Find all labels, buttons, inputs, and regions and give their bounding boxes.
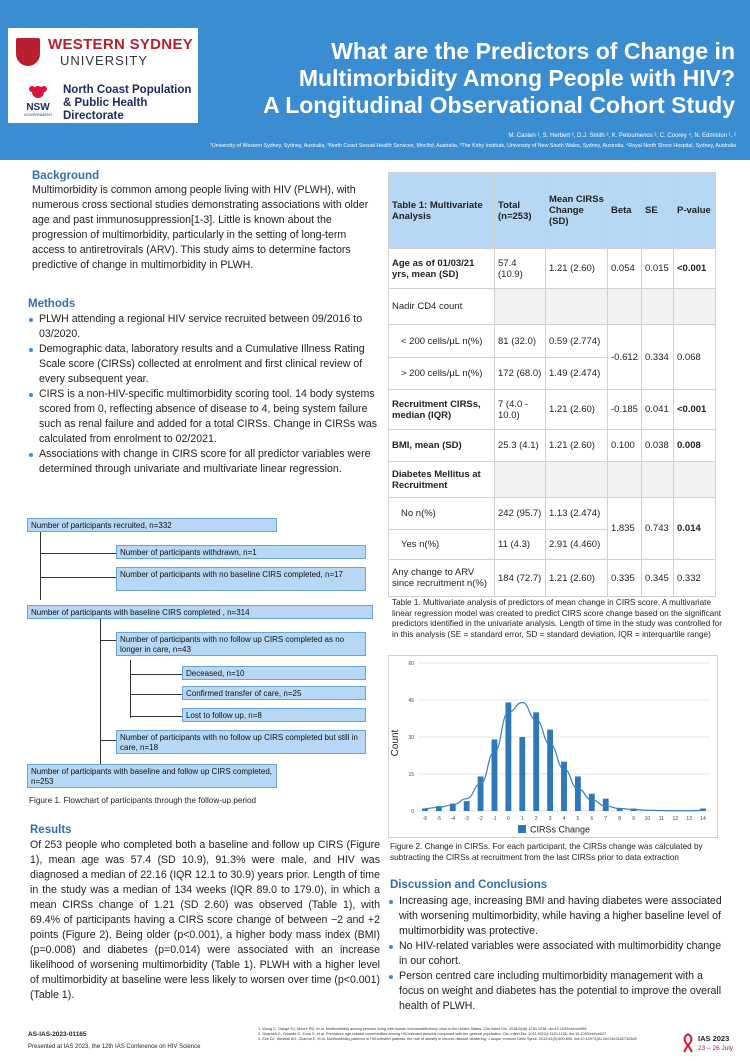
results-heading: Results [30, 824, 72, 836]
row-label: < 200 cells/µL n(%) [389, 325, 495, 358]
table-cell: 0.015 [642, 249, 674, 289]
row-label: Recruitment CIRSs, median (IQR) [389, 390, 495, 430]
x-tick-label: -1 [492, 816, 497, 822]
table-header-cell: SE [642, 173, 674, 249]
table-cell: 0.332 [674, 560, 716, 597]
affiliations: ¹University of Western Sydney, Sydney, Australia, ²North Coast Sexual Health Services, Mnclhd, Australia, ³The Kirby Institute, University of New South Wales, Sydney, Australia, ⁴Royal North Shore Hospital, Sydney, Australia [210, 143, 736, 149]
x-tick-label: -5 [436, 816, 442, 822]
bar-3 [547, 730, 553, 811]
table-header-cell: Beta [608, 173, 642, 249]
x-tick-label: 2 [534, 816, 538, 822]
poster-title [215, 38, 735, 119]
table-header-cell: Mean CIRSs Change (SD) [546, 173, 608, 249]
x-tick-label: -4 [450, 816, 455, 822]
bar-2 [533, 712, 539, 811]
results-text: Of 253 people who completed both a baseline and follow up CIRS (Figure 1), mean age was 57.4 (SD 10.9), 91.3% were male, and HIV was diagnosed a median of 22.16 (IQR 12.1 to 30.9) years prior. Length of time in the study was a median of 134 weeks (IQR 89.0 to 179.0), in which a mean CIRSs change of 1.21 (SD 2.60) was observed (Table 1), with 69.4% of participants having a CIRS score change of between −2 and +2 points (Figure 2). Being older (p<0.001), a higher body mass index (BMI) (p=0.008) and diabetes (p=0.014) were associated with an increase likelihood of worsening multimorbidity (Table 1). PLWH with a higher level of multimorbidity at baseline were less likely to worsen over time (p<0.001) (Table 1). [30, 839, 380, 1001]
title-line-1: What are the Predictors of Change in [331, 38, 735, 64]
table-cell: 0.038 [642, 430, 674, 462]
methods-heading: Methods [28, 298, 76, 310]
table-cell: <0.001 [674, 390, 716, 430]
table-cell: 25.3 (4.1) [495, 430, 546, 462]
table-header-cell: Table 1: Multivariate Analysis [389, 173, 495, 249]
y-axis-label: Count [390, 729, 401, 757]
methods-item: Associations with change in CIRS score for all predictor variables were determined through univariate and multivariate linear regression. [28, 447, 380, 477]
row-label: No n(%) [389, 498, 495, 530]
x-tick-label: -6 [422, 816, 428, 822]
background-text: Multimorbidity is common among people living with HIV (PLWH), with numerous cross sectional studies demonstrating associations with older age and past immunosuppression[1-3]. Little is known about the progression of multimorbidity, particularly in the setting of long-term access to antiretrovirals (ARV). This study aims to determine factors predictive of change in multimorbidity in PLWH. [32, 184, 369, 271]
background-heading: Background [32, 170, 100, 182]
table-row [389, 390, 716, 430]
references [258, 1027, 718, 1043]
title-line-3: A Longitudinal Observational Cohort Study [263, 92, 735, 118]
x-tick-label: 13 [686, 816, 692, 822]
x-tick-label: 8 [618, 816, 622, 822]
table-row [389, 498, 716, 530]
multivariate-table [388, 172, 716, 597]
y-tick-label: 45 [408, 698, 414, 704]
flow-completed-box: Number of participants with baseline and follow up CIRS completed, n=253 [27, 764, 277, 788]
authors: M. Casten ¹, S. Herbert ², D.J. Smith ², K. Petoumenos ³, C. Coorey ⁴, N. Edmiston ¹, ² [508, 133, 736, 139]
presented-at: Presented at IAS 2023, the 12th IAS Conference on HIV Science [28, 1044, 201, 1050]
table-row [389, 430, 716, 462]
methods-item: PLWH attending a regional HIV service recruited between 09/2016 to 03/2020. [28, 312, 380, 342]
row-label: BMI, mean (SD) [389, 430, 495, 462]
table-cell: 7 (4.0 - 10.0) [495, 390, 546, 430]
table-cell: 0.743 [642, 498, 674, 560]
x-tick-label: 6 [590, 816, 594, 822]
ias-logo [681, 1033, 695, 1058]
table-header-cell: P-value [674, 173, 716, 249]
table-cell: 81 (32.0) [495, 325, 546, 358]
x-tick-label: 3 [548, 816, 552, 822]
y-tick-label: 15 [408, 772, 414, 778]
table-cell: 1.21 (2.60) [546, 430, 608, 462]
row-label: Diabetes Mellitus at Recruitment [389, 462, 495, 498]
discussion-item: Person centred care including multimorbidity management with a focus on weight and diabetes has the potential to improve the overall health of PLWH. [388, 969, 728, 1014]
table-header-row [389, 173, 716, 249]
discussion-item: No HIV-related variables were associated with multimorbidity change in our cohort. [388, 939, 728, 969]
reference-item: 2. Guaraldi G, Orlando G, Zona S, et al. Premature age-related comorbidities among HIV-infected persons compared with the general population. Clin Infect Dis. 2011;53(11):1120-1126. doi:10.1093/cid/cir627 [258, 1032, 607, 1037]
table-cell: 1.49 (2.474) [546, 358, 608, 390]
directorate-name: North Coast Population & Public Health Directorate [63, 84, 192, 122]
bar-0 [505, 702, 511, 811]
x-tick-label: 4 [562, 816, 566, 822]
ribbon-icon [681, 1033, 695, 1053]
bar-1 [519, 737, 525, 811]
flow-withdrawn-box: Number of participants withdrawn, n=1 [116, 545, 366, 559]
table-cell: 242 (95.7) [495, 498, 546, 530]
row-label: > 200 cells/µL n(%) [389, 358, 495, 390]
x-tick-label: 14 [700, 816, 706, 822]
table-header-cell: Total (n=253) [495, 173, 546, 249]
row-label: Yes n(%) [389, 530, 495, 560]
flow-no-baseline-box: Number of participants with no baseline CIRS completed, n=17 [116, 567, 366, 591]
table-cell: 184 (72.7) [495, 560, 546, 597]
table-cell: 0.334 [642, 325, 674, 390]
university-sub: UNIVERSITY [60, 53, 149, 68]
nsw-waratah-icon [20, 83, 56, 119]
ias-dates: 23 – 26 July [698, 1045, 734, 1052]
x-tick-label: 0 [506, 816, 510, 822]
table-cell: 1.21 (2.60) [546, 560, 608, 597]
x-axis-ticks [423, 816, 706, 822]
table-cell: 11 (4.3) [495, 530, 546, 560]
methods-list [28, 312, 380, 477]
legend-label: CIRSs Change [530, 824, 591, 835]
x-tick-label: 5 [576, 816, 580, 822]
table-row [389, 560, 716, 597]
table-cell: 0.100 [608, 430, 642, 462]
bar-7 [603, 799, 609, 811]
x-tick-label: 12 [672, 816, 679, 822]
table-cell: 1.21 (2.60) [546, 390, 608, 430]
nsw-badge: NSW [26, 102, 50, 113]
flow-recruited-box: Number of participants recruited, n=332 [27, 518, 277, 532]
row-label: Any change to ARV since recruitment n(%) [389, 560, 495, 597]
row-label: Nadir CD4 count [389, 289, 495, 325]
poster-header [0, 0, 750, 160]
table-cell: 0.041 [642, 390, 674, 430]
university-name: WESTERN SYDNEY [48, 36, 194, 53]
western-sydney-shield-icon [16, 38, 40, 66]
abstract-code: AS-IAS-2023-01165 [28, 1031, 87, 1038]
x-tick-label: 10 [644, 816, 651, 822]
table-cell: 0.054 [608, 249, 642, 289]
discussion-list [388, 894, 728, 1014]
table-row [389, 249, 716, 289]
table-cell: -0.185 [608, 390, 642, 430]
table-cell: 1.21 (2.60) [546, 249, 608, 289]
x-tick-label: -3 [464, 816, 469, 822]
table-row [389, 462, 716, 498]
reference-item: 1. Wong C, Gange SJ, Moore RD, et al. Multimorbidity among persons living with human immunodeficiency virus in the United States. Clin Infect Dis. 2018;66(8):1230-1238. doi:10.1093/cid/cix998 [258, 1027, 587, 1031]
bar-6 [589, 794, 595, 811]
table-cell: 172 (68.0) [495, 358, 546, 390]
title-line-2: Multimorbidity Among People with HIV? [298, 65, 735, 91]
table-cell: 57.4 (10.9) [495, 249, 546, 289]
y-tick-label: 0 [411, 809, 414, 815]
row-label: Age as of 01/03/21 yrs, mean (SD) [389, 249, 495, 289]
flow-lost-box: Lost to follow up, n=8 [182, 708, 366, 722]
methods-item: CIRS is a non-HIV-specific multimorbidity scoring tool. 14 body systems scored from 0, reflecting absence of disease to 4, being system failure such as renal failure and added for a total CIRSs. Change in CIRSs was calculated from enrolment to 02/2021. [28, 387, 380, 447]
table-row [389, 325, 716, 358]
logo-panel [8, 28, 198, 123]
x-tick-label: 1 [520, 816, 524, 822]
x-tick-label: 11 [658, 816, 664, 822]
x-tick-label: 9 [632, 816, 635, 822]
table-cell: 1.13 (2.474) [546, 498, 608, 530]
table-cell: -0.612 [608, 325, 642, 390]
bar-5 [575, 776, 581, 811]
table-cell: 0.59 (2.774) [546, 325, 608, 358]
table-cell: 0.068 [674, 325, 716, 390]
x-tick-label: 7 [604, 816, 608, 822]
discussion-heading: Discussion and Conclusions [390, 879, 548, 891]
table-cell: 0.345 [642, 560, 674, 597]
flow-in-care-box: Number of participants with no follow up CIRS completed but still in care, n=18 [116, 730, 366, 754]
cirs-change-chart [388, 655, 718, 838]
nsw-badge-sub: GOVERNMENT [23, 112, 53, 117]
discussion-item: Increasing age, increasing BMI and having diabetes were associated with worsening multimorbidity, while having a higher baseline level of multimorbidity was protective. [388, 894, 728, 939]
table-cell: 0.335 [608, 560, 642, 597]
table-cell: 1.835 [608, 498, 642, 560]
methods-item: Demographic data, laboratory results and a Cumulative Illness Rating Scale score (CIRSs) collected at enrolment and first clinical review of every subsequent year. [28, 342, 380, 387]
bar--3 [464, 801, 470, 811]
table-row [389, 289, 716, 325]
table-cell: 0.008 [674, 430, 716, 462]
table1-caption: Table 1. Multivariate analysis of predictors of mean change in CIRS score. A multivariate linear regression model was created to predict CIRS score change based on the significant predictors identified in the univariate analysis. Length of time in the study was controlled for in this analysis (SE = standard error, SD = standard deviation, IQR = interquartile range) [392, 598, 722, 639]
table-cell: 2.91 (4.460) [546, 530, 608, 560]
table-cell: <0.001 [674, 249, 716, 289]
flow-deceased-box: Deceased, n=10 [182, 666, 366, 680]
table-cell: 0.014 [674, 498, 716, 560]
y-tick-label: 60 [408, 661, 414, 667]
figure1-caption: Figure 1. Flowchart of participants through the follow-up period [29, 796, 257, 805]
legend-swatch [518, 825, 526, 833]
flow-no-followup-box: Number of participants with no follow up CIRS completed as no longer in care, n=43 [116, 632, 366, 656]
flow-transfer-box: Confirmed transfer of care, n=25 [182, 686, 366, 700]
x-tick-label: -2 [478, 816, 483, 822]
ias-name: IAS 2023 [698, 1034, 730, 1043]
y-tick-label: 30 [408, 735, 414, 741]
figure2-caption: Figure 2. Change in CIRSs. For each participant, the CIRSs change was calculated by subtracting the CIRSs at recruitment from the last CIRSs prior to data extraction [390, 842, 703, 862]
flow-baseline-box: Number of participants with baseline CIRS completed , n=314 [27, 605, 373, 619]
reference-item: 3. Kim DJ, Westfall AO, Chamot E, et al. Multimorbidity patterns in HIV-infected patients: the role of obesity in chronic disease clustering. J Acquir Immune Defic Syndr. 2012;61(5):600-605. doi:10.1097/QAI.0b013e31827303d5 [258, 1037, 637, 1042]
